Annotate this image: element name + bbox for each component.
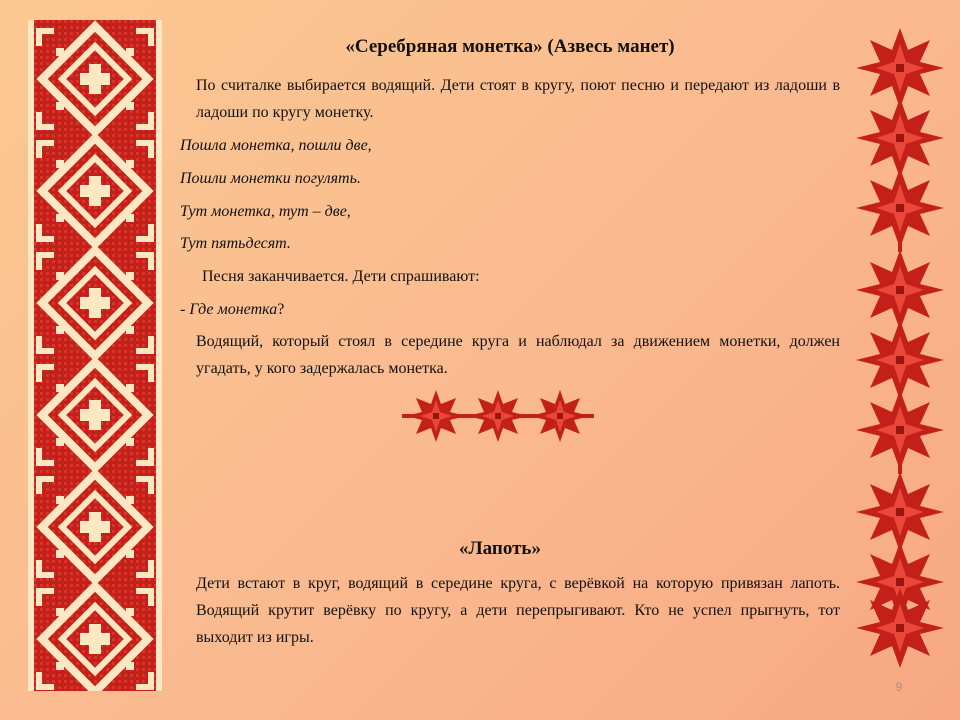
ornament-pattern-icon — [28, 20, 162, 691]
section2-text: Дети встают в круг, водящий в середине круга, с верёвкой на которую привязан лапоть. Водящий крутит верёвку по кругу, а дети перепрыгивают. Кто не успел прыгнуть, тот выходит из игры. — [196, 575, 840, 646]
section1-title: «Серебряная монетка» (Азвесь манет) — [345, 36, 675, 57]
section2-title: «Лапоть» — [459, 538, 541, 559]
after-song-text: Песня заканчивается. Дети спрашивают: — [202, 268, 480, 285]
question-dash: - — [180, 301, 190, 318]
divider-ornament — [402, 386, 594, 450]
question-mark: ? — [277, 301, 285, 318]
question-text: Где монетка — [189, 301, 278, 318]
verse-line-4: Тут пятьдесят. — [180, 235, 291, 252]
verse-line-3: Тут монетка, тут – две, — [180, 203, 351, 220]
question-line — [180, 296, 780, 323]
section1-ending: Водящий, который стоял в середине круга и наблюдал за движением монетки, должен угадать, у кого задержалась монетка. — [196, 333, 840, 377]
verse-line-1: Пошла монетка, пошли две, — [180, 137, 372, 154]
right-ornament-column — [852, 28, 948, 668]
star-ornament-icon — [856, 28, 944, 108]
left-ornament-band — [28, 20, 162, 691]
verse-line-2: Пошли монетки погулять. — [180, 170, 361, 187]
page-number: 9 — [895, 680, 903, 694]
section1-intro: По считалке выбирается водящий. Дети стоят в кругу, поют песню и передают из ладоши в ладоши по кругу монетку. — [196, 77, 840, 121]
star-ornament-icon — [406, 390, 466, 442]
